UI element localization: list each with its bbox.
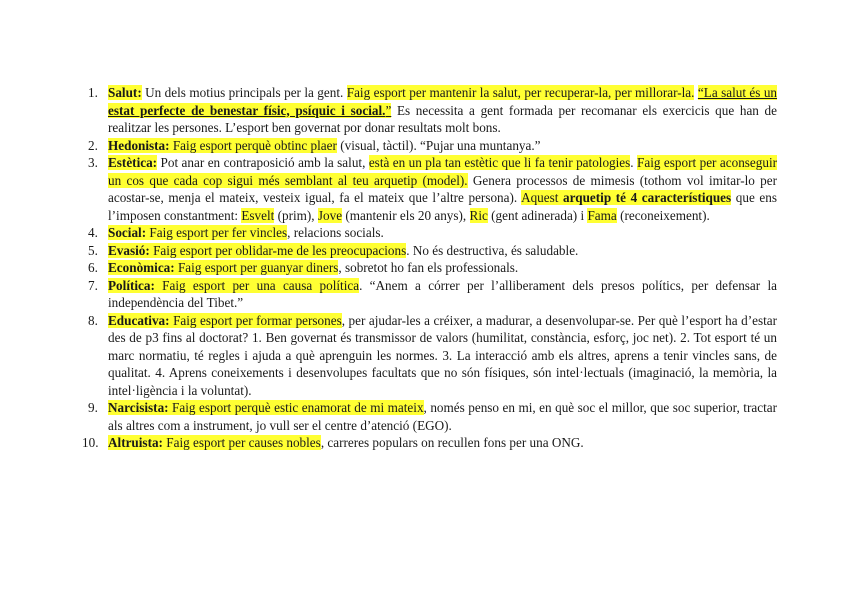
list-item-text: (reconeixement).: [616, 207, 710, 223]
list-item-heading: Educativa:: [108, 312, 170, 328]
list-item-text: Faig esport perquè obtinc plaer: [169, 137, 337, 153]
list-item-text: (visual, tàctil). “Pujar una muntanya.”: [336, 137, 541, 153]
list-item-heading: Econòmica:: [108, 260, 175, 275]
list-item-heading: Altruista:: [108, 435, 163, 450]
list-item-text: Faig esport per causes nobles: [162, 435, 321, 450]
list-item-heading: Salut:: [108, 85, 142, 100]
list-item-number: 4.: [88, 225, 98, 240]
list-item-text: Faig esport per formar persones: [169, 312, 342, 328]
list-item-text: Es necessita a gent formada per recomanar els exercicis que han de realitzar les persones. L’esport ben governat por donar resultats molt bons.: [108, 102, 777, 135]
list-item-text: Fama: [587, 207, 617, 223]
list-item-text: (prim),: [274, 207, 318, 223]
list-item-text: , sobretot ho fan els professionals.: [338, 260, 519, 275]
list-item-text: Un dels motius principals per la gent.: [141, 85, 347, 100]
list-item: [80, 399, 777, 434]
list-item-heading: Evasió:: [108, 242, 150, 258]
list-item-text: Faig esport per oblidar-me de les preocupacions: [149, 242, 407, 258]
list-item-number: 2.: [88, 137, 98, 153]
list-item-text: “La salut és un: [697, 85, 778, 100]
list-item-text: Genera processos de mimesis (tothom vol imitar-lo per acostar-se, menja el mateix, vesteix igual, fa el mateix que l’altre persona).: [108, 172, 777, 205]
list-item-text: . “Anem a córrer per l’alliberament dels presos polítics, per defensar la independència del Tibet.”: [108, 277, 777, 310]
list-item-text: Faig esport per mantenir la salut, per recuperar-la, per millorar-la.: [346, 85, 695, 100]
list-item-text: . No és destructiva, és saludable.: [406, 242, 579, 258]
list-item: [80, 137, 777, 155]
list-item-heading: Narcisista:: [108, 400, 169, 415]
list-item: [80, 434, 777, 452]
list-item-text: , per ajudar-les a créixer, a madurar, a desenvolupar-se. Per què l’esport ha d’estar des de p3 fins al doctorat? 1. Ben governat és transmissor de valors (humilitat, constància, esforç, joc net). 2. Tot esport té un marc normatiu, té regles i ajuda a què aprenguin les normes. 3. La interacció amb els altres, aprens a tenir vincles sans, de qualitat. 4. Aprens coneixements i desenvolupes facultats que no són físiques, són intel·lectuals (imaginació, la memòria, la intel·ligència i la voluntat).: [108, 312, 777, 398]
list-item: [80, 224, 777, 242]
list-item-heading: Social:: [108, 225, 147, 240]
list-item: [80, 312, 777, 400]
list-item-number: 9.: [88, 400, 98, 415]
list-item-text: ”: [385, 102, 392, 118]
list-item-text: Faig esport per guanyar diners: [174, 260, 339, 275]
list-item-text: , només penso en mi, en què soc el millor, que soc superior, tractar als altres com a instrument, jo vull ser el centre d’atenció (EGO).: [108, 400, 777, 433]
list-item-number: 7.: [88, 277, 98, 293]
list-item-text: que ens l’imposen constantment:: [108, 190, 777, 223]
list-item-number: 1.: [88, 85, 98, 100]
list-item-text: Faig esport per aconseguir un cos que cada cop sigui més semblant al teu arquetip (model).: [108, 155, 778, 188]
list-item-text: Ric: [469, 207, 488, 223]
list-item-text: està en un pla tan estètic que li fa tenir patologies: [368, 155, 631, 170]
list-item-text: Faig esport per fer vincles: [146, 225, 288, 240]
list-item-heading: Hedonista:: [108, 137, 170, 153]
list-item-text: (gent adinerada) i: [487, 207, 588, 223]
list-item-text: , carreres populars on recullen fons per una ONG.: [320, 435, 584, 450]
list-item-number: 8.: [88, 312, 98, 328]
list-item-heading: Política:: [108, 277, 155, 293]
list-item-heading: Estètica:: [108, 155, 158, 170]
list-item-text: (mantenir els 20 anys),: [342, 207, 470, 223]
list-item-number: 5.: [88, 242, 98, 258]
list-item-number: 3.: [88, 155, 98, 170]
list-item-number: 6.: [88, 260, 98, 275]
list-item-text: Aquest: [521, 190, 564, 205]
list-item-text: .: [630, 155, 638, 170]
list-item-text: Jove: [317, 207, 343, 223]
list-item: [80, 154, 777, 224]
list-item-text: arquetip té 4 característiques: [563, 190, 732, 205]
list-item-text: Esvelt: [241, 207, 275, 223]
list-item-text: Pot anar en contraposició amb la salut,: [157, 155, 369, 170]
list-item-text: Faig esport per una causa política: [154, 277, 360, 293]
list-item: [80, 259, 777, 277]
list-item-number: 10.: [82, 435, 99, 450]
document-page: [80, 84, 777, 452]
list-item: [80, 84, 777, 137]
list-item: [80, 277, 777, 312]
list-item-text: Faig esport perquè estic enamorat de mi mateix: [168, 400, 424, 415]
list-item-text: , relacions socials.: [287, 225, 384, 240]
list-item: [80, 242, 777, 260]
list-item-text: estat perfecte de benestar físic, psíquic i social.: [108, 102, 386, 118]
motives-list: [80, 84, 777, 452]
